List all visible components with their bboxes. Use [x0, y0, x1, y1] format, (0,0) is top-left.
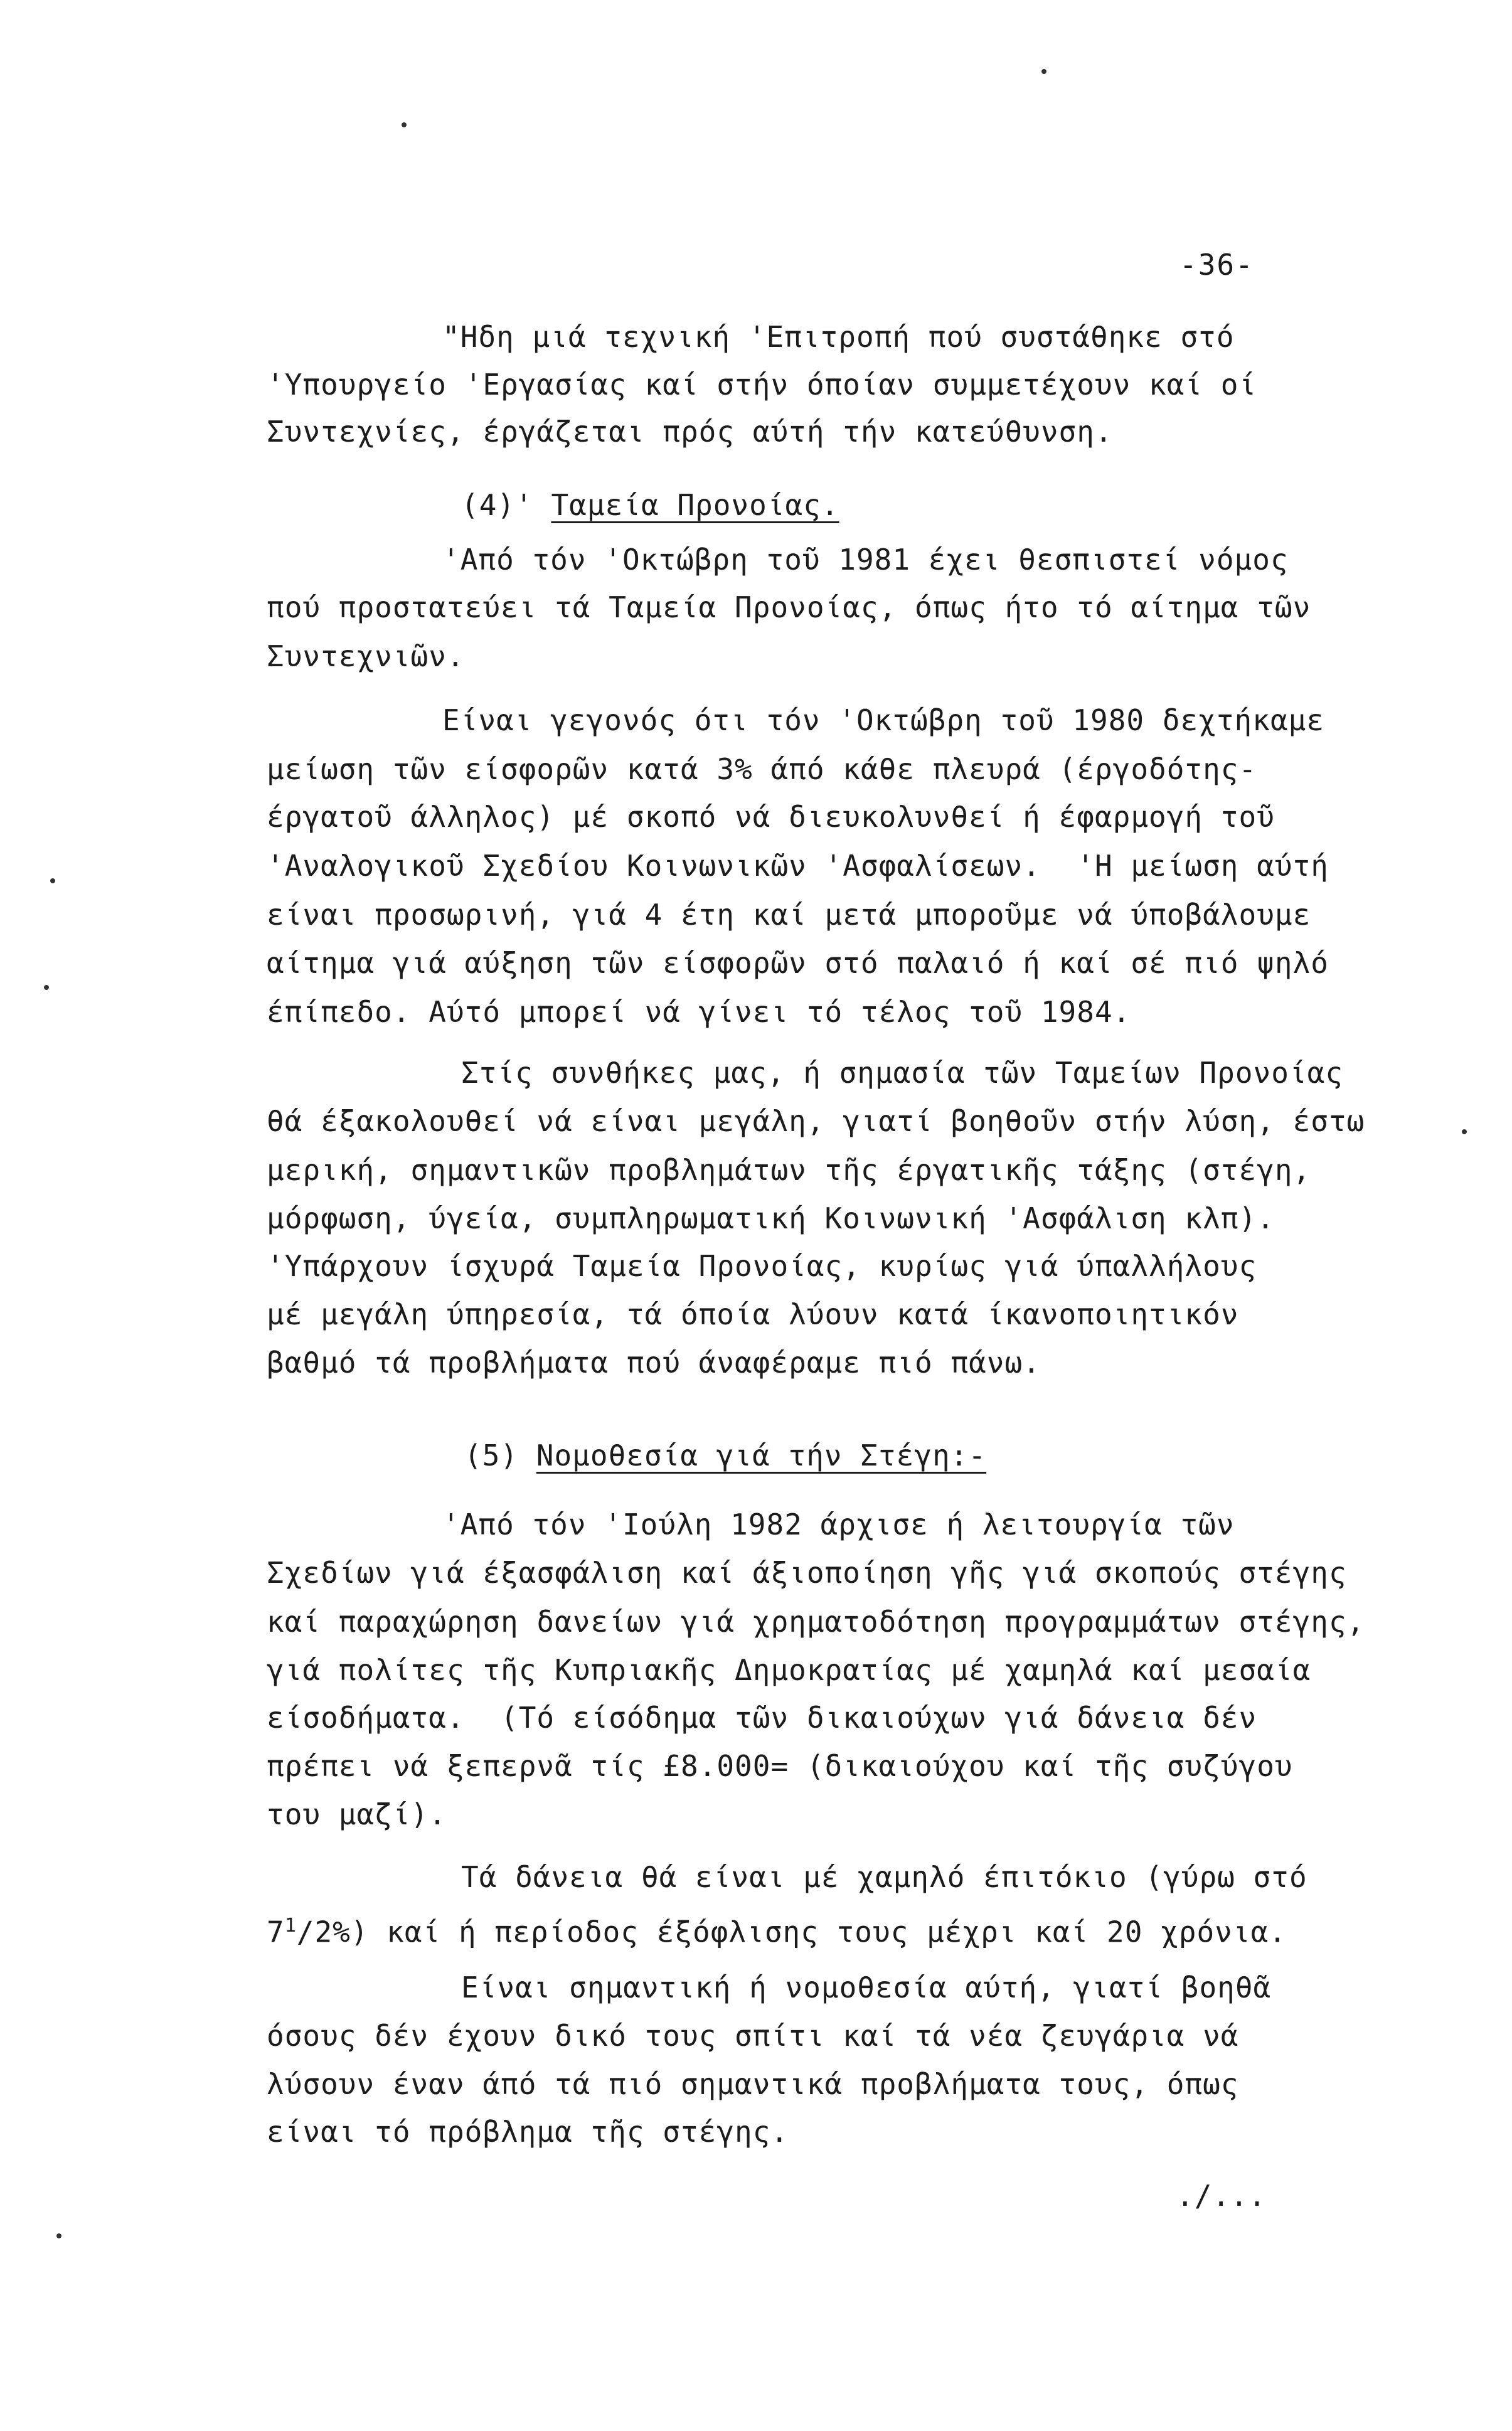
section-heading	[464, 1437, 986, 1474]
scan-speck	[44, 985, 49, 990]
text-line: Είναι σημαντική ή νομοθεσία αύτή, γιατί βοηθᾶ	[461, 1971, 1272, 2004]
text-line: 'Υπάρχουν ίσχυρά Ταμεία Προνοίας, κυρίως γιά ύπαλλήλους	[267, 1249, 1257, 1283]
text-line: μέ μεγάλη ύπηρεσία, τά όποία λύουν κατά ίκανοποιητικόν	[267, 1297, 1239, 1331]
text-line: είναι προσωρινή, γιά 4 έτη καί μετά μποροῦμε νά ύποβάλουμε	[267, 898, 1311, 932]
text-line: Είναι γεγονός ότι τόν 'Οκτώβρη τοῦ 1980 δεχτήκαμε	[442, 703, 1325, 737]
section-heading	[461, 486, 839, 524]
text-line: είναι τό πρόβλημα τῆς στέγης.	[267, 2115, 789, 2149]
text-line: έργατοῦ άλληλος) μέ σκοπό νά διευκολυνθεί ή έφαρμογή τοῦ	[267, 800, 1275, 834]
section-number: (5)	[464, 1439, 519, 1472]
text-line: πρέπει νά ξεπερνᾶ τίς £8.000= (δικαιούχου καί τῆς συζύγου	[267, 1749, 1293, 1783]
text-line: λύσουν έναν άπό τά πιό σημαντικά προβλήματα τους, όπως	[267, 2067, 1239, 2101]
scan-speck	[50, 878, 55, 883]
scan-speck	[1462, 1129, 1467, 1134]
text-line: 'Αναλογικοῦ Σχεδίου Κοινωνικῶν 'Ασφαλίσεων. 'Η μείωση αύτή	[267, 849, 1329, 883]
page-number: -36-	[1179, 248, 1254, 282]
scan-speck	[56, 2233, 61, 2238]
text-line: Συντεχνίες, έργάζεται πρός αύτή τήν κατεύθυνση.	[267, 415, 1113, 449]
text-line: θά έξακολουθεί νά είναι μεγάλη, γιατί βοηθοῦν στήν λύση, έστω	[267, 1104, 1365, 1138]
text-line: πού προστατεύει τά Ταμεία Προνοίας, όπως ήτο τό αίτημα τῶν	[267, 590, 1311, 624]
continuation-mark: ./...	[1176, 2179, 1267, 2213]
text-line: Στίς συνθήκες μας, ή σημασία τῶν Ταμείων Προνοίας	[461, 1056, 1344, 1090]
fraction-numerator: 1	[284, 1915, 297, 1937]
text-line: έπίπεδο. Αύτό μπορεί νά γίνει τό τέλος τοῦ 1984.	[267, 995, 1131, 1029]
text-line: καί παραχώρηση δανείων γιά χρηματοδότηση προγραμμάτων στέγης,	[267, 1605, 1365, 1639]
section-title: Νομοθεσία γιά τήν Στέγη:-	[536, 1439, 987, 1472]
text-line: είσοδήματα. (Τό είσόδημα τῶν δικαιούχων γιά δάνεια δέν	[267, 1701, 1257, 1735]
text-line: όσους δέν έχουν δικό τους σπίτι καί τά νέα ζευγάρια νά	[267, 2019, 1239, 2053]
text-line: 'Από τόν 'Οκτώβρη τοῦ 1981 έχει θεσπιστεί νόμος	[442, 543, 1289, 577]
text-line: γιά πολίτες τῆς Κυπριακῆς Δημοκρατίας μέ χαμηλά καί μεσαία	[267, 1653, 1311, 1687]
text-line: του μαζί).	[267, 1797, 447, 1831]
section-number: (4)'	[461, 488, 533, 522]
text-line: 'Υπουργείο 'Εργασίας καί στήν όποίαν συμμετέχουν καί οί	[267, 368, 1257, 402]
fraction-whole: 7	[267, 1915, 285, 1949]
text-line: 'Από τόν 'Ιούλη 1982 άρχισε ή λειτουργία τῶν	[442, 1508, 1235, 1541]
scan-speck	[402, 122, 407, 127]
text-line: "Ηδη μιά τεχνική 'Επιτροπή πού συστάθηκε στό	[442, 320, 1235, 354]
text-line: μείωση τῶν είσφορῶν κατά 3% άπό κάθε πλευρά (έργοδότης-	[267, 752, 1257, 786]
section-title: Ταμεία Προνοίας.	[551, 488, 839, 522]
text-line	[267, 1907, 1287, 1950]
scan-speck	[1041, 69, 1046, 74]
text-line: βαθμό τά προβλήματα πού άναφέραμε πιό πάνω.	[267, 1346, 1041, 1380]
text-run: /2%) καί ή περίοδος έξόφλισης τους μέχρι καί 20 χρόνια.	[296, 1915, 1287, 1949]
text-line: μόρφωση, ύγεία, συμπληρωματική Κοινωνική 'Ασφάλιση κλπ).	[267, 1201, 1275, 1235]
text-line: μερική, σημαντικῶν προβλημάτων τῆς έργατικῆς τάξης (στέγη,	[267, 1153, 1311, 1187]
text-line: Σχεδίων γιά έξασφάλιση καί άξιοποίηση γῆς γιά σκοπούς στέγης	[267, 1556, 1347, 1590]
text-line: αίτημα γιά αύξηση τῶν είσφορῶν στό παλαιό ή καί σέ πιό ψηλό	[267, 946, 1329, 980]
text-line: Συντεχνιῶν.	[267, 639, 465, 673]
text-line: Τά δάνεια θά είναι μέ χαμηλό έπιτόκιο (γύρω στό	[461, 1860, 1307, 1894]
